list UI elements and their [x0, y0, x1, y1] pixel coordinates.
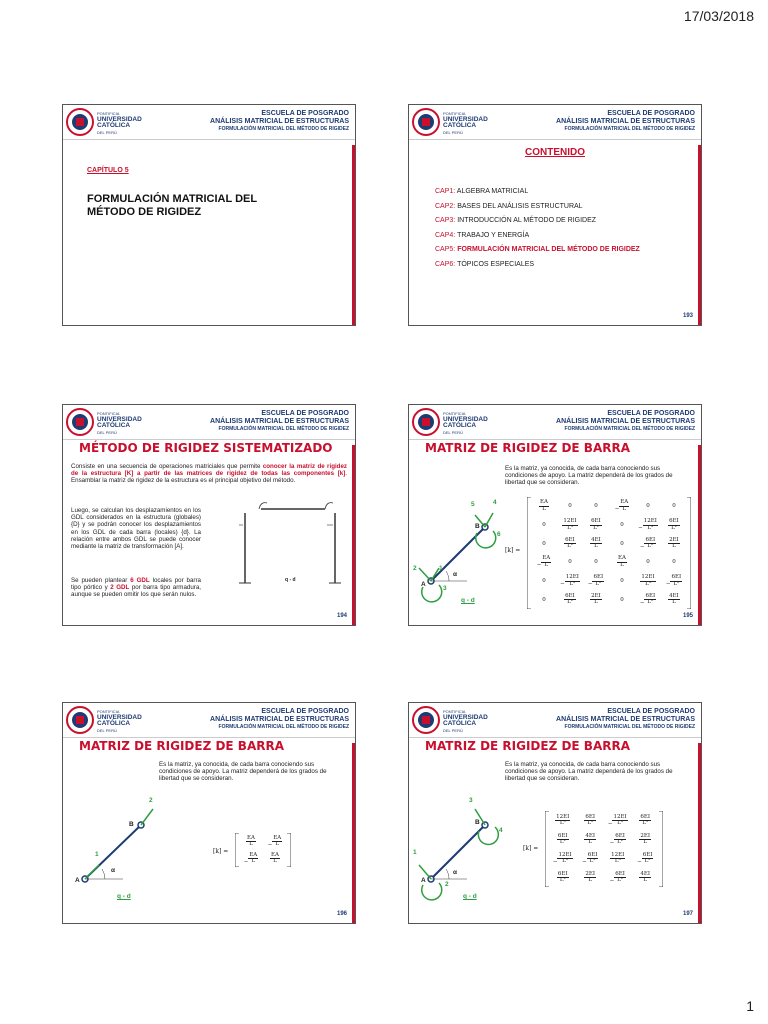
school-block: ESCUELA DE POSGRADO ANÁLISIS MATRICIAL DE ESTRUCTURAS FORMULACIÓN MATRICIAL DEL MÉTODO DE RIGIDEZ — [210, 410, 349, 432]
university-seal-icon — [412, 108, 440, 136]
matrix-cell: $\frac{EA}{L}$ — [247, 834, 255, 848]
dof-label: 5 — [471, 501, 475, 508]
dof-label: 2 — [413, 565, 417, 572]
slide-description: Es la matriz, ya conocida, de cada barra conociendo sus condiciones de apoyo. La matriz dependerá de los grados de libertad que se consideran. — [505, 761, 673, 783]
matrix-label: [k] = — [505, 547, 521, 554]
node-label: B — [475, 523, 480, 530]
matrix-cell: 0 — [620, 522, 624, 528]
matrix-cell: $\frac{EA}{L}$ — [618, 555, 626, 569]
paragraph-displacements: Luego, se calculan los desplazamientos en los GDL considerados en la estructura (globales) {D} y se podrán conocer los desplazamientos en los GDL de cada barra (locales) {d}. La relación entre ambos GDL se puede conocer mediante la matriz de transformación [A]. — [71, 507, 201, 551]
university-name: PONTIFICIA UNIVERSIDAD CATÓLICA DEL PERÚ — [443, 411, 488, 435]
slide-header — [63, 105, 355, 140]
slide-number: 195 — [682, 613, 693, 619]
slide-title: MÉTODO DE RIGIDEZ SISTEMATIZADO — [79, 441, 333, 455]
matrix-cell: $\frac{EA}{L}$ — [271, 851, 279, 865]
stiffness-matrix — [527, 497, 691, 609]
matrix-cell: 0 — [594, 503, 598, 510]
toc-item-current: CAP5: FORMULACIÓN MATRICIAL DEL MÉTODO DE RIGIDEZ — [435, 246, 640, 253]
matrix-cell: 0 — [620, 578, 624, 584]
slide-1 — [62, 104, 356, 326]
matrix-cell: 0 — [542, 596, 546, 603]
school-block: ESCUELA DE POSGRADO ANÁLISIS MATRICIAL DE ESTRUCTURAS FORMULACIÓN MATRICIAL DEL MÉTODO DE RIGIDEZ — [556, 708, 695, 730]
matrix-cell: − $\frac{6EI}{\text{L²}}$ — [639, 592, 656, 606]
dof-label: 4 — [499, 827, 503, 834]
matrix-cell: $\frac{12EI}{\text{L³}}$ — [611, 851, 625, 865]
paragraph-intro: Consiste en una secuencia de operaciones matriciales que permite conocer la matriz de rigidez de la estructura [K] a partir de las matrices de rigidez de todas las componentes [k]. Ensamblar la matriz de rigidez de la estructura es el principal objetivo del método. — [71, 463, 348, 485]
angle-label: α — [111, 867, 115, 874]
dof-label: 4 — [493, 499, 497, 506]
university-name: PONTIFICIA UNIVERSIDAD CATÓLICA DEL PERÚ — [97, 411, 142, 435]
dof-label: 6 — [497, 531, 501, 538]
matrix-cell: 0 — [646, 503, 650, 510]
matrix-cell: 0 — [620, 540, 624, 547]
contents-title: CONTENIDO — [525, 147, 585, 158]
matrix-cell: − $\frac{6EI}{\text{L²}}$ — [637, 851, 653, 865]
matrix-cell: $\frac{6EI}{\text{L²}}$ — [585, 813, 596, 827]
toc-item: CAP3: INTRODUCCIÓN AL MÉTODO DE RIGIDEZ — [435, 217, 597, 224]
school-block: ESCUELA DE POSGRADO ANÁLISIS MATRICIAL DE ESTRUCTURAS FORMULACIÓN MATRICIAL DEL MÉTODO DE RIGIDEZ — [556, 110, 695, 132]
matrix-cell: $\frac{6EI}{\text{L²}}$ — [565, 536, 575, 550]
paragraph-gdl: Se pueden plantear 6 GDL locales por barra tipo pórtico y 2 GDL por barra tipo armadura, aunque se pueden omitir los que serán nulos. — [71, 577, 201, 599]
diagram-caption: q - d — [463, 893, 477, 900]
node-label: B — [475, 819, 480, 826]
matrix-cell: $\frac{6EI}{\text{L²}}$ — [557, 870, 568, 884]
slide-number: 193 — [682, 313, 693, 319]
matrix-cell: − $\frac{6EI}{\text{L²}}$ — [609, 832, 625, 846]
matrix-cell: $\frac{12EI}{\text{L³}}$ — [641, 574, 655, 587]
matrix-label: [k] = — [213, 848, 229, 855]
matrix-cell: $\frac{2EI}{L}$ — [669, 536, 679, 550]
school-block: ESCUELA DE POSGRADO ANÁLISIS MATRICIAL DE ESTRUCTURAS FORMULACIÓN MATRICIAL DEL MÉTODO DE RIGIDEZ — [210, 110, 349, 132]
slide-title: MATRIZ DE RIGIDEZ DE BARRA — [425, 739, 630, 753]
matrix-cell: $\frac{2EI}{L}$ — [640, 832, 651, 846]
matrix-cell: 0 — [568, 559, 572, 566]
matrix-cell: − $\frac{EA}{L}$ — [243, 851, 258, 865]
matrix-cell: − $\frac{6EI}{\text{L²}}$ — [639, 536, 656, 550]
slide-header — [409, 105, 701, 140]
matrix-cell: 0 — [672, 559, 676, 566]
matrix-cell: $\frac{2EI}{L}$ — [591, 592, 601, 606]
dof-label: 1 — [95, 851, 99, 858]
slide-4 — [408, 404, 702, 626]
matrix-cell: $\frac{4EI}{L}$ — [669, 592, 679, 606]
angle-label: α — [453, 869, 457, 876]
node-label: A — [421, 877, 426, 884]
matrix-cell: $\frac{4EI}{L}$ — [640, 870, 651, 884]
toc-item: CAP4: TRABAJO Y ENERGÍA — [435, 231, 530, 239]
chapter-label: CAPÍTULO 5 — [87, 167, 129, 174]
dof-label: 2 — [445, 881, 449, 888]
slide-description: Es la matriz, ya conocida, de cada barra conociendo sus condiciones de apoyo. La matriz dependerá de los grados de libertad que se consideran. — [159, 761, 327, 783]
university-seal-icon — [66, 108, 94, 136]
matrix-cell: − $\frac{6EI}{\text{L²}}$ — [665, 574, 682, 587]
matrix-cell: $\frac{4EI}{L}$ — [585, 832, 596, 846]
matrix-cell: − $\frac{6EI}{\text{L²}}$ — [587, 574, 604, 587]
matrix-cell: 0 — [542, 578, 546, 584]
matrix-cell: 0 — [594, 559, 598, 566]
matrix-cell: − $\frac{EA}{L}$ — [614, 499, 629, 513]
matrix-cell: 0 — [542, 522, 546, 528]
slide-title: MATRIZ DE RIGIDEZ DE BARRA — [425, 441, 630, 455]
slide-title: MATRIZ DE RIGIDEZ DE BARRA — [79, 739, 284, 753]
matrix-cell: $\frac{6EI}{\text{L²}}$ — [669, 518, 679, 531]
matrix-cell: 0 — [646, 559, 650, 566]
matrix-cell: $\frac{6EI}{\text{L²}}$ — [591, 518, 601, 531]
matrix-cell: $\frac{4EI}{L}$ — [591, 536, 601, 550]
matrix-cell: $\frac{6EI}{\text{L²}}$ — [640, 813, 651, 827]
matrix-cell: 0 — [542, 540, 546, 547]
slide-2 — [408, 104, 702, 326]
frame-diagram — [63, 405, 355, 625]
toc-item: CAP2: BASES DEL ANÁLISIS ESTRUCTURAL — [435, 202, 583, 210]
node-label: B — [129, 821, 134, 828]
matrix-cell: $\frac{6EI}{\text{L²}}$ — [557, 832, 568, 846]
node-label: A — [421, 581, 426, 588]
matrix-cell: $\frac{2EI}{L}$ — [585, 870, 596, 884]
diagram-caption: q - d — [285, 577, 296, 583]
dof-label: 2 — [149, 797, 153, 804]
stiffness-matrix — [545, 811, 663, 887]
matrix-cell: $\frac{6EI}{\text{L²}}$ — [565, 592, 575, 606]
chapter-title: FORMULACIÓN MATRICIAL DEL MÉTODO DE RIGIDEZ — [87, 193, 257, 218]
dof-label: 1 — [413, 849, 417, 856]
matrix-cell: 0 — [620, 596, 624, 603]
diagram-caption: q - d — [117, 893, 131, 900]
matrix-cell: − $\frac{12EI}{\text{L³}}$ — [638, 518, 657, 531]
slide-description: Es la matriz, ya conocida, de cada barra conociendo sus condiciones de apoyo. La matriz dependerá de los grados de libertad que se consideran. — [505, 465, 673, 487]
school-block: ESCUELA DE POSGRADO ANÁLISIS MATRICIAL DE ESTRUCTURAS FORMULACIÓN MATRICIAL DEL MÉTODO DE RIGIDEZ — [556, 410, 695, 432]
toc-item: CAP1: ALGEBRA MATRICIAL — [435, 188, 529, 195]
matrix-cell: − $\frac{EA}{L}$ — [267, 834, 282, 848]
university-name: PONTIFICIA UNIVERSIDAD CATÓLICA DEL PERÚ — [443, 709, 488, 733]
dof-label: 3 — [443, 585, 447, 592]
dof-label: 1 — [439, 565, 443, 572]
print-date: 17/03/2018 — [683, 8, 754, 24]
school-block: ESCUELA DE POSGRADO ANÁLISIS MATRICIAL DE ESTRUCTURAS FORMULACIÓN MATRICIAL DEL MÉTODO DE RIGIDEZ — [210, 708, 349, 730]
matrix-cell: − $\frac{12EI}{\text{L³}}$ — [552, 851, 572, 865]
bar-diagram — [63, 703, 355, 923]
matrix-cell: − $\frac{12EI}{\text{L³}}$ — [607, 813, 627, 827]
slide-number: 197 — [682, 911, 693, 917]
dof-label: 3 — [469, 797, 473, 804]
matrix-cell: $\frac{12EI}{\text{L³}}$ — [556, 813, 570, 827]
university-name: PONTIFICIA UNIVERSIDAD CATÓLICA DEL PERÚ — [97, 111, 142, 135]
stiffness-matrix — [235, 833, 291, 867]
matrix-cell: − $\frac{EA}{L}$ — [536, 555, 551, 569]
matrix-cell: 0 — [672, 503, 676, 510]
slide-5 — [62, 702, 356, 924]
table-of-contents — [435, 185, 640, 272]
page-number: 1 — [746, 998, 754, 1014]
slide-number: 194 — [336, 613, 347, 619]
matrix-brackets — [527, 497, 691, 609]
slide-number: 196 — [336, 911, 347, 917]
diagram-caption: q - d — [461, 597, 475, 604]
matrix-cell: − $\frac{6EI}{\text{L²}}$ — [609, 870, 625, 884]
matrix-cell: − $\frac{12EI}{\text{L³}}$ — [560, 574, 579, 587]
node-label: A — [75, 877, 80, 884]
matrix-cell: $\frac{12EI}{\text{L³}}$ — [563, 518, 577, 531]
university-name: PONTIFICIA UNIVERSIDAD CATÓLICA DEL PERÚ — [97, 709, 142, 733]
matrix-cell: − $\frac{6EI}{\text{L²}}$ — [582, 851, 598, 865]
matrix-cell: 0 — [568, 503, 572, 510]
matrix-cell: $\frac{EA}{L}$ — [540, 499, 548, 513]
university-name: PONTIFICIA UNIVERSIDAD CATÓLICA DEL PERÚ — [443, 111, 488, 135]
toc-item: CAP6: TÓPICOS ESPECIALES — [435, 260, 535, 268]
slide-6 — [408, 702, 702, 924]
slide-3 — [62, 404, 356, 626]
angle-label: α — [453, 571, 457, 578]
matrix-label: [k] = — [523, 845, 539, 852]
